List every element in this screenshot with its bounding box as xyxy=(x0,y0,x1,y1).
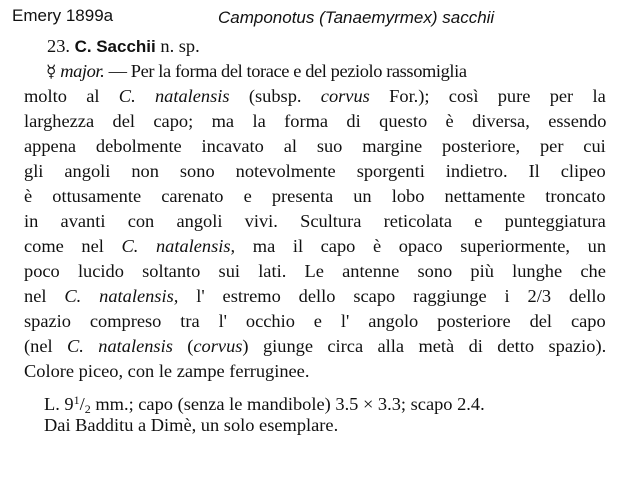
line-text: L. 9 xyxy=(44,394,74,414)
taxon-italic: C. natalensis xyxy=(118,86,230,106)
text-line-11: spazio compreso tra l' occhio e l' angolo posteriore del capo xyxy=(24,311,606,331)
text-line-3: larghezza del capo; ma la forma di questo è diversa, essendo xyxy=(24,111,607,131)
taxon-italic: corvus xyxy=(193,336,243,356)
species-heading xyxy=(47,34,200,59)
line-text: nel xyxy=(24,286,47,306)
genus-abbrev: C. xyxy=(74,37,92,56)
line-text: (nel xyxy=(24,336,53,356)
line-text: (subsp. xyxy=(248,86,302,106)
taxon-italic: C. natalensis, xyxy=(121,236,236,256)
line-text: come nel xyxy=(24,236,104,256)
line-text: ma il capo è opaco superiormente, un xyxy=(252,236,607,256)
line-text: ( xyxy=(187,336,194,356)
taxon-italic: corvus xyxy=(320,86,370,106)
line-text: l' estremo dello scapo raggiunge i 2/3 dello xyxy=(196,286,606,306)
fraction-numerator: 1 xyxy=(73,393,80,407)
text-line-1 xyxy=(46,59,638,84)
line-text: ) giunge circa alla metà di detto spazio). xyxy=(242,336,607,356)
taxon-italic: C. natalensis xyxy=(67,336,173,356)
caste-word: major. xyxy=(60,61,105,81)
species-status: n. sp. xyxy=(160,36,200,56)
line-text: Per la forma del torace e del peziolo rassomiglia xyxy=(130,61,467,81)
text-line-9: poco lucido soltanto sui lati. Le antenne sono più lunghe che xyxy=(24,261,606,281)
taxon-italic: C. natalensis, xyxy=(64,286,179,306)
line-text: mm.; capo (senza le mandibole) 3.5 × 3.3; scapo 2.4. xyxy=(95,394,485,414)
fraction-denominator: 2 xyxy=(84,402,91,416)
text-line-12 xyxy=(24,334,606,359)
text-line-4: appena debolmente incavato al suo margine posteriore, per cui xyxy=(24,136,606,156)
text-line-6: è ottusamente carenato e presenta un lobo nettamente troncato xyxy=(24,186,606,206)
locality-line: Dai Badditu a Dimè, un solo esemplare. xyxy=(44,415,339,435)
text-line-5: gli angoli non sono notevolmente sporgenti indietro. Il clipeo xyxy=(24,161,606,181)
species-name: Sacchii xyxy=(96,37,156,56)
citation-label: Emery 1899a xyxy=(12,6,114,25)
fraction-slash: / xyxy=(79,394,85,414)
text-line-2 xyxy=(24,84,606,109)
entry-number: 23. xyxy=(47,36,70,56)
taxon-label: Camponotus (Tanaemyrmex) sacchii xyxy=(218,8,495,27)
text-line-7: in avanti con angoli vivi. Scultura reticolata e punteggiatura xyxy=(24,211,606,231)
caste-dash: — xyxy=(108,61,127,81)
text-line-10 xyxy=(24,284,606,309)
text-line-13: Colore piceo, con le zampe ferruginee. xyxy=(24,361,310,381)
worker-symbol: ☿ xyxy=(46,62,57,82)
line-text: For.); così pure per la xyxy=(389,86,606,106)
measurements-line xyxy=(44,388,485,416)
text-line-8 xyxy=(24,234,606,259)
page-header xyxy=(0,4,638,28)
line-text: molto al xyxy=(24,86,100,106)
